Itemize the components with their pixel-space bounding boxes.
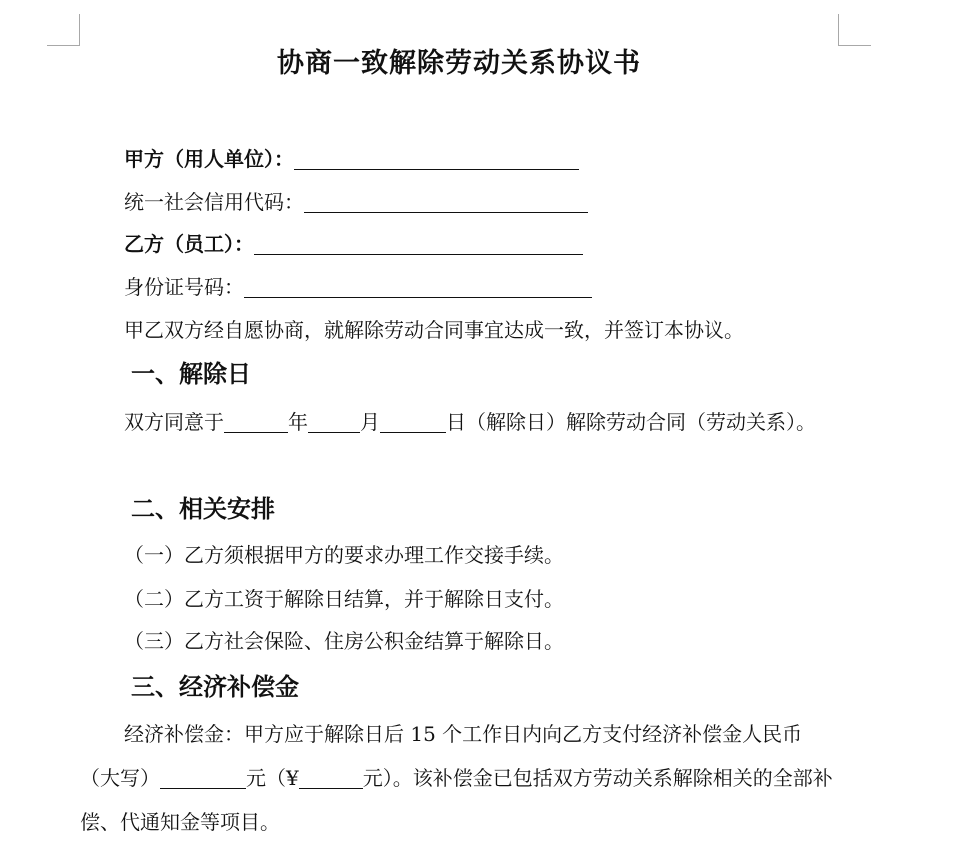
section-1-prefix: 双方同意于 [124,410,224,434]
section-1-paragraph [80,400,840,444]
id-number-label: 身份证号码： [124,275,244,299]
day-blank[interactable] [380,410,446,433]
section-3-heading: 三、经济补偿金 [131,672,299,701]
section-2-item-2: （二）乙方工资于解除日结算，并于解除日支付。 [124,587,564,611]
section-2-item-3: （三）乙方社会保险、住房公积金结算于解除日。 [124,629,564,653]
party-b-blank[interactable] [254,232,583,255]
credit-code-field [124,188,588,216]
credit-code-label: 统一社会信用代码： [124,190,304,214]
party-a-blank[interactable] [294,147,579,170]
year-blank[interactable] [224,410,288,433]
section-2-heading: 二、相关安排 [131,494,275,523]
month-blank[interactable] [308,410,360,433]
section-1-rest: 日（解除日）解除劳动合同（劳动关系）。 [446,410,816,434]
id-number-field [124,273,592,301]
intro-paragraph: 甲乙双方经自愿协商，就解除劳动合同事宜达成一致，并签订本协议。 [124,318,744,342]
amount-number-blank[interactable] [299,766,363,789]
amount-words-blank[interactable] [160,766,246,789]
id-number-blank[interactable] [244,275,592,298]
yuan-text: 元（¥ [246,766,299,790]
section-3-paragraph [80,712,840,844]
year-label: 年 [288,410,308,434]
credit-code-blank[interactable] [304,190,588,213]
page-corner-mark-top-right [838,14,871,46]
compensation-rest: 元）。该补偿金已包括双方劳动关系解除相关的全部补偿、代通知金等项目。 [80,766,833,834]
compensation-text: 经济补偿金：甲方应于解除日后 15 个工作日内向乙方支付经济补偿金人民币（大写） [80,722,803,790]
party-a-label: 甲方（用人单位）： [124,147,294,171]
document-title: 协商一致解除劳动关系协议书 [277,48,641,79]
page-corner-mark-top-left [47,14,80,46]
party-b-label: 乙方（员工）： [124,232,254,256]
section-1-heading: 一、解除日 [131,359,251,388]
section-2-item-1: （一）乙方须根据甲方的要求办理工作交接手续。 [124,543,564,567]
party-a-field [124,145,579,173]
month-label: 月 [360,410,380,434]
party-b-field [124,230,583,258]
